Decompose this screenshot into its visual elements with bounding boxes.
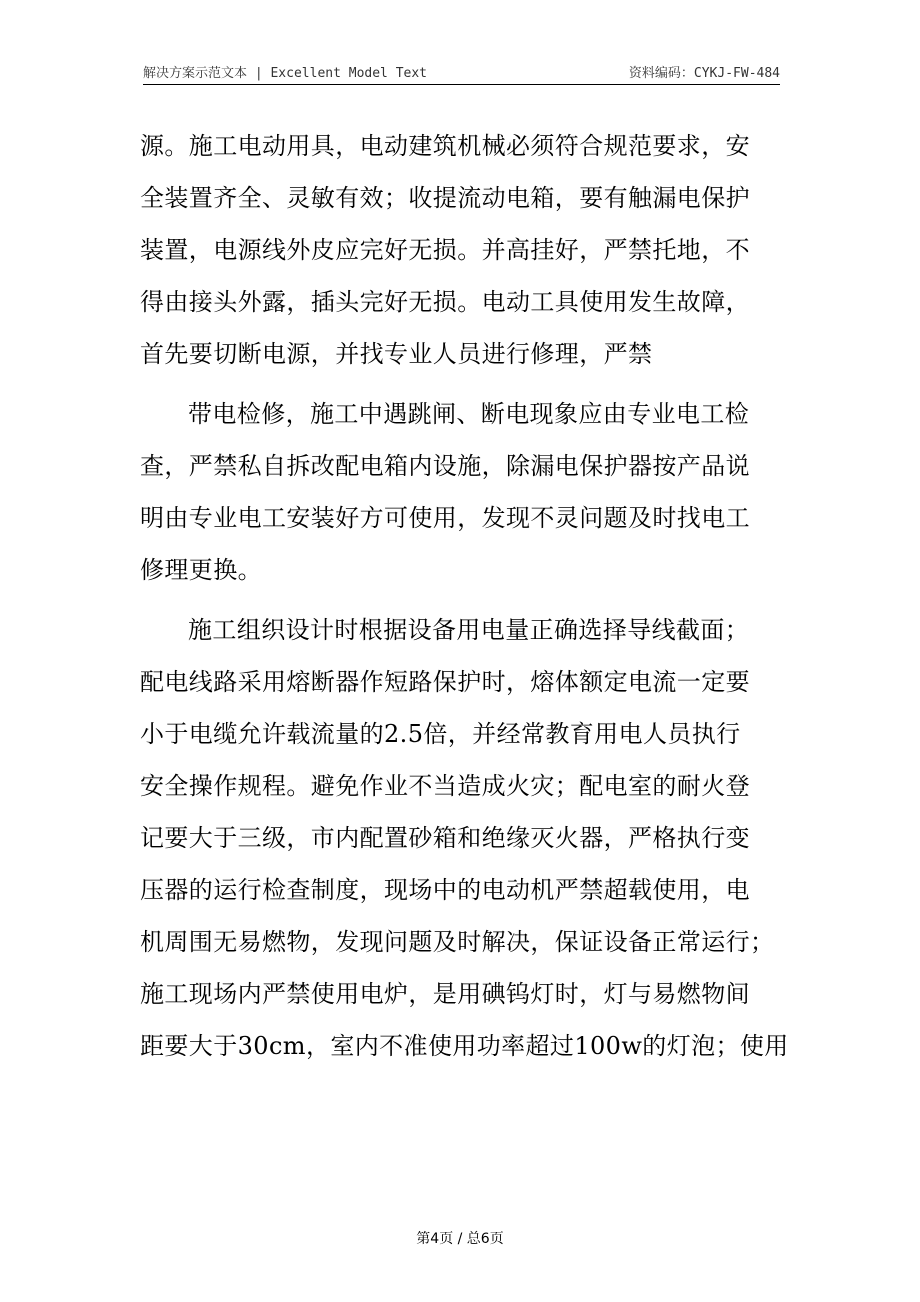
paragraph-line: 配电线路采用熔断器作短路保护时，熔体额定电流一定要	[140, 668, 750, 696]
paragraph-line: 带电检修，施工中遇跳闸、断电现象应由专业电工检	[188, 400, 750, 428]
paragraph-line: 距要大于30cm，室内不准使用功率超过100w的灯泡；使用	[140, 1032, 789, 1060]
paragraph-line: 首先要切断电源，并找专业人员进行修理，严禁	[140, 340, 653, 368]
paragraph-line: 明由专业电工安装好方可使用，发现不灵问题及时找电工	[140, 504, 750, 532]
page-number: 第4页 / 总6页	[416, 1231, 504, 1247]
paragraph-line: 小于电缆允许载流量的2.5倍，并经常教育用电人员执行	[140, 720, 741, 748]
paragraph-line: 压器的运行检查制度，现场中的电动机严禁超载使用，电	[140, 876, 750, 904]
page-footer	[0, 1228, 920, 1248]
paragraph-line: 施工组织设计时根据设备用电量正确选择导线截面；	[188, 616, 750, 644]
paragraph-line: 装置，电源线外皮应完好无损。并高挂好，严禁托地，不	[140, 236, 750, 264]
paragraph-line: 修理更换。	[140, 556, 262, 584]
paragraph-2	[140, 388, 780, 596]
header-doc-code: 资料编码：CYKJ-FW-484	[628, 66, 780, 81]
document-body	[140, 120, 789, 1072]
paragraph-line: 机周围无易燃物，发现问题及时解决，保证设备正常运行；	[140, 928, 775, 956]
paragraph-line: 查，严禁私自拆改配电箱内设施，除漏电保护器按产品说	[140, 452, 750, 480]
paragraph-line: 安全操作规程。避免作业不当造成火灾；配电室的耐火登	[140, 772, 750, 800]
paragraph-line: 源。施工电动用具，电动建筑机械必须符合规范要求，安	[140, 132, 750, 160]
paragraph-1	[140, 120, 780, 380]
paragraph-line: 得由接头外露，插头完好无损。电动工具使用发生故障，	[140, 288, 750, 316]
paragraph-line: 全装置齐全、灵敏有效；收提流动电箱，要有触漏电保护	[140, 184, 750, 212]
paragraph-line: 记要大于三级，市内配置砂箱和绝缘灭火器，严格执行变	[140, 824, 750, 852]
paragraph-3	[140, 604, 789, 1072]
page-header	[143, 60, 780, 85]
paragraph-line: 施工现场内严禁使用电炉，是用碘钨灯时，灯与易燃物间	[140, 980, 750, 1008]
header-doc-title: 解决方案示范文本 | Excellent Model Text	[143, 66, 428, 81]
